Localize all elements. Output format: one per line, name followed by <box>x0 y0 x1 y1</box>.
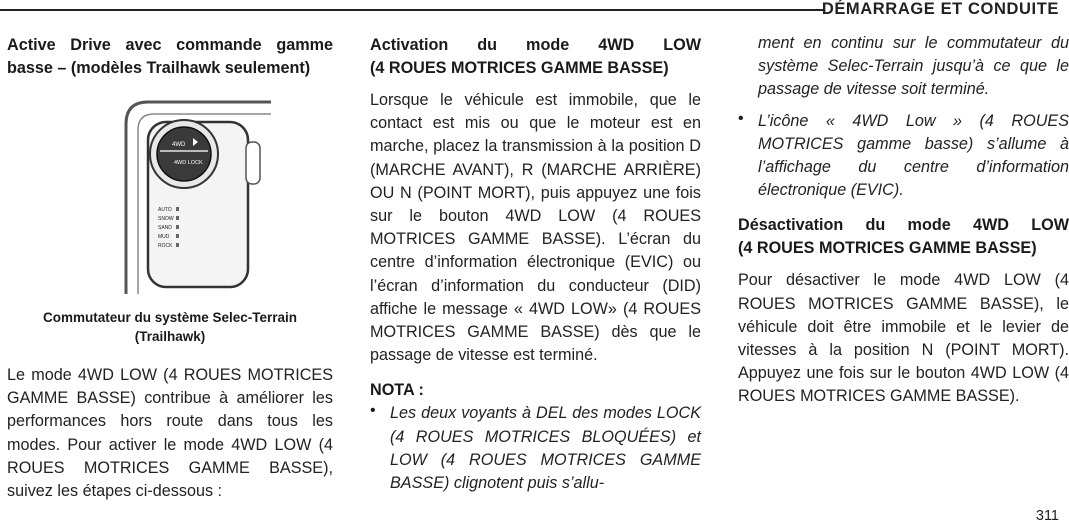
selec-terrain-figure <box>7 94 333 304</box>
bullet-text-continued: ment en continu sur le commutateur du système Selec-Terrain jusqu’à ce que le passage de vitesse soit terminé. <box>758 34 1069 99</box>
column-2 <box>370 34 701 495</box>
heading-line-2: basse – (modèles Trailhawk seulement) <box>7 59 311 77</box>
mode-label-sand: SAND <box>158 225 172 231</box>
list-item <box>370 402 701 495</box>
desactivation-paragraph: Pour désactiver le mode 4WD LOW (4 ROUES MOTRICES GAMME BASSE), le véhicule doit être immobile et le levier de vitesses à la position N (POINT MORT). Appuyez une fois sur le bouton 4WD LOW (4 ROUES MOTRICES GAMME BASSE). <box>738 271 1069 406</box>
knob-label-bottom: 4WD LOCK <box>174 160 203 166</box>
list-item <box>738 110 1069 203</box>
figure-caption <box>7 308 333 346</box>
page-number: 311 <box>1035 508 1059 524</box>
column-3 <box>738 32 1069 409</box>
column-1 <box>7 34 333 503</box>
section-title: DÉMARRAGE ET CONDUITE <box>821 0 1059 18</box>
nota-label: NOTA : <box>370 381 424 400</box>
mode-label-rock: ROCK <box>158 243 173 249</box>
heading-line-1: Désactivation du mode 4WD LOW <box>738 216 1069 235</box>
figure-caption-line-1: Commutateur du système Selec-Terrain <box>42 310 298 325</box>
figure-caption-line-2: (Trailhawk) <box>134 329 206 344</box>
heading-line-1: Active Drive avec commande gamme <box>7 36 333 54</box>
bullet-dot: • <box>370 402 376 420</box>
list-item-continued <box>738 32 1069 102</box>
mode-label-mud: MUD <box>158 234 170 240</box>
bullet-text: L’icône « 4WD Low » (4 ROUES MOTRICES gamme basse) s’allume à l’affichage du centre d’information électronique (EVIC). <box>758 111 1069 200</box>
heading-line-2: (4 ROUES MOTRICES GAMME BASSE) <box>370 59 669 77</box>
heading-active-drive <box>7 34 333 80</box>
heading-line-2: (4 ROUES MOTRICES GAMME BASSE) <box>738 239 1037 258</box>
bullet-text: Les deux voyants à DEL des modes LOCK (4 ROUES MOTRICES BLOQUÉES) et LOW (4 ROUES MOTRICES GAMME BASSE) clignotent puis s’allu- <box>390 404 701 493</box>
heading-desactivation <box>738 214 1069 260</box>
intro-paragraph: Le mode 4WD LOW (4 ROUES MOTRICES GAMME BASSE) contribue à améliorer les performances hors route dans tous les modes. Pour activer le mode 4WD LOW (4 ROUES MOTRICES GAMME BASSE), suivez les étapes ci-dessous : <box>7 366 333 501</box>
bullet-dot: • <box>738 109 744 127</box>
heading-activation <box>370 34 701 80</box>
mode-label-snow: SNOW <box>158 216 174 222</box>
mode-label-auto: AUTO <box>158 207 172 213</box>
selec-terrain-switch-illustration <box>96 94 276 304</box>
heading-line-1: Activation du mode 4WD LOW <box>370 36 701 54</box>
knob-label-top: 4WD <box>172 142 186 148</box>
activation-paragraph: Lorsque le véhicule est immobile, que le contact est mis ou que le moteur est en marche, placez la transmission à la position D (MARCHE AVANT), R (MARCHE ARRIÈRE) OU N (POINT MORT), puis appuyez une fois sur le bouton 4WD LOW (4 ROUES MOTRICES GAMME BASSE). L’écran du centre d’information électronique (EVIC) ou l’écran d’information du conducteur (DID) affiche le message « 4WD LOW» (4 ROUES MOTRICES GAMME BASSE) dès que le passage de vitesse est terminé. <box>370 91 701 365</box>
header-band <box>821 0 1069 20</box>
